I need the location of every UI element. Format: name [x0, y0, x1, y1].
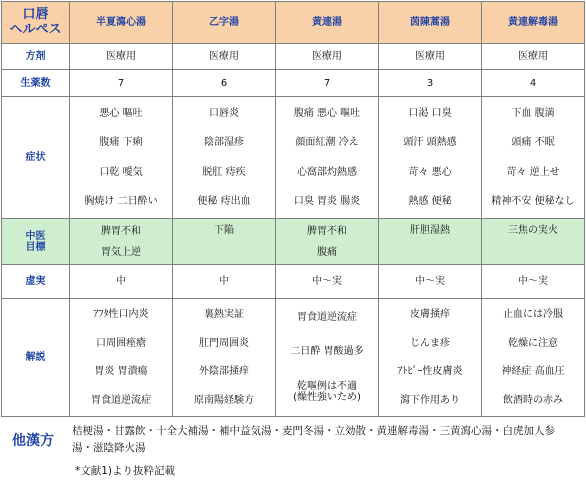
- shojo-row: [2, 97, 585, 219]
- table-cell: 7: [70, 70, 173, 97]
- cell-line: 腹痛: [317, 246, 337, 258]
- cell-line: 皮膚掻痒: [410, 309, 450, 321]
- cell-line: 精神不安 便秘なし: [491, 196, 575, 208]
- cell-line: 頭汗 頭熱感: [403, 137, 457, 149]
- cell-line: 腹痛 下痢: [99, 137, 143, 149]
- cell-line: 原南陽経験方: [194, 394, 254, 406]
- cell-line: 口唇炎: [209, 107, 239, 119]
- row-label-shoyakusu: 生薬数: [2, 70, 70, 97]
- table-cell: 医療用: [379, 44, 482, 70]
- corner-header-cell: 口唇 ヘルペス: [2, 2, 70, 44]
- column-header: 半夏瀉心湯: [70, 2, 173, 44]
- cell-line: 口周囲痤瘡: [96, 337, 146, 349]
- cell-line: 脱肛 痔疾: [202, 166, 246, 178]
- table-cell: 7: [276, 70, 379, 97]
- row-label-hozai: 方剤: [2, 44, 70, 70]
- table-cell: 中: [173, 265, 276, 299]
- cell-line: 肛門周囲炎: [199, 337, 249, 349]
- cell-line: 陰部湿疹: [204, 137, 244, 149]
- column-header: 茵陳蒿湯: [379, 2, 482, 44]
- table-cell: 中～実: [276, 265, 379, 299]
- shoyakusu-row: [2, 70, 585, 97]
- column-header: 黄連湯: [276, 2, 379, 44]
- table-cell: 医療用: [276, 44, 379, 70]
- table-cell: [482, 97, 585, 219]
- cell-line: 乾嘔例は不適 (燥性強いため): [293, 380, 361, 403]
- hozai-row: [2, 44, 585, 70]
- table-cell: [276, 219, 379, 265]
- cell-line: ｱﾄﾋﾟｰ性皮膚炎: [397, 366, 463, 378]
- cell-line: 胃気上逆: [101, 246, 141, 258]
- table-cell: 3: [379, 70, 482, 97]
- cell-line: 裏熱実証: [204, 309, 244, 321]
- cell-line: 腹痛 悪心 嘔吐: [293, 107, 361, 119]
- cell-line: 心窩部灼熱感: [297, 166, 357, 178]
- other-kampo-label: 他漢方: [12, 433, 54, 449]
- comparison-table: [1, 1, 585, 417]
- cell-line: 苛々 悪心: [408, 166, 452, 178]
- cell-line: 二日酔 胃酸過多: [290, 346, 364, 358]
- table-cell: [70, 219, 173, 265]
- table-cell: [379, 299, 482, 417]
- cell-line: 下血 腹満: [511, 107, 555, 119]
- cell-line: 胃炎 胃潰瘍: [94, 366, 148, 378]
- cell-line: 三焦の実火: [508, 225, 558, 236]
- cell-line: 便秘 痔出血: [197, 196, 251, 208]
- chui-row: [2, 219, 585, 265]
- cell-line: 乾燥に注意: [508, 337, 558, 349]
- cell-line: 瀉下作用あり: [400, 394, 460, 406]
- table-cell: [70, 299, 173, 417]
- row-label-kyojitsu: 虚実: [2, 265, 70, 299]
- row-label-chui: 中医 目標: [2, 219, 70, 265]
- cell-line: 脾胃不和: [101, 225, 141, 237]
- cell-line: 熱感 便秘: [408, 196, 452, 208]
- table-cell: 中～実: [379, 265, 482, 299]
- cell-line: 飲酒時の赤み: [503, 394, 563, 406]
- column-header: 乙字湯: [173, 2, 276, 44]
- table-cell: [173, 219, 276, 265]
- table-cell: [276, 97, 379, 219]
- table-cell: 医療用: [173, 44, 276, 70]
- column-header: 黄連解毒湯: [482, 2, 585, 44]
- table-cell: [379, 219, 482, 265]
- cell-line: じんま疹: [410, 337, 450, 349]
- row-label-kaisetsu: 解説: [2, 299, 70, 417]
- table-cell: [173, 97, 276, 219]
- table-cell: [482, 219, 585, 265]
- table-cell: [482, 299, 585, 417]
- cell-line: ｱﾌﾀ性口内炎: [93, 309, 149, 321]
- cell-line: 胃食道逆流症: [91, 394, 151, 406]
- other-kampo-list: 桔梗湯・甘露飲・十全大補湯・補中益気湯・麦門冬湯・立効散・黄連解毒湯・三黄瀉心湯・白虎加人参湯・滋陰降火湯: [72, 425, 555, 454]
- cell-line: 口渇 口臭: [408, 107, 452, 119]
- cell-line: 頭痛 不眠: [511, 137, 555, 149]
- cell-line: 脾胃不和: [307, 225, 347, 237]
- cell-line: 下陥: [214, 225, 234, 236]
- source-footnote: *文献1)より抜粋記載: [75, 465, 176, 477]
- table-cell: [173, 299, 276, 417]
- cell-line: 肝胆湿熱: [410, 225, 450, 236]
- table-cell: 中: [70, 265, 173, 299]
- cell-line: 神経症 高血圧: [501, 366, 565, 378]
- cell-line: 外陰部掻痒: [199, 366, 249, 378]
- table-cell: 4: [482, 70, 585, 97]
- cell-line: 顔面紅潮 冷え: [295, 137, 359, 149]
- cell-line: 口臭 胃炎 腸炎: [293, 196, 361, 208]
- table-cell: [379, 97, 482, 219]
- cell-line: 苛々 逆上せ: [506, 166, 560, 178]
- header-row: [2, 2, 585, 44]
- cell-line: 胃食道逆流症: [297, 312, 357, 324]
- table-cell: 6: [173, 70, 276, 97]
- cell-line: 悪心 嘔吐: [99, 107, 143, 119]
- cell-line: 口乾 噯気: [99, 166, 143, 178]
- cell-line: 胸焼け 二日酔い: [84, 196, 158, 208]
- kyojitsu-row: [2, 265, 585, 299]
- cell-line: 止血には冷服: [503, 309, 563, 321]
- table-cell: 医療用: [70, 44, 173, 70]
- table-cell: [276, 299, 379, 417]
- table-cell: 中～実: [482, 265, 585, 299]
- kaisetsu-row: [2, 299, 585, 417]
- row-label-shojo: 症状: [2, 97, 70, 219]
- table-cell: 医療用: [482, 44, 585, 70]
- table-cell: [70, 97, 173, 219]
